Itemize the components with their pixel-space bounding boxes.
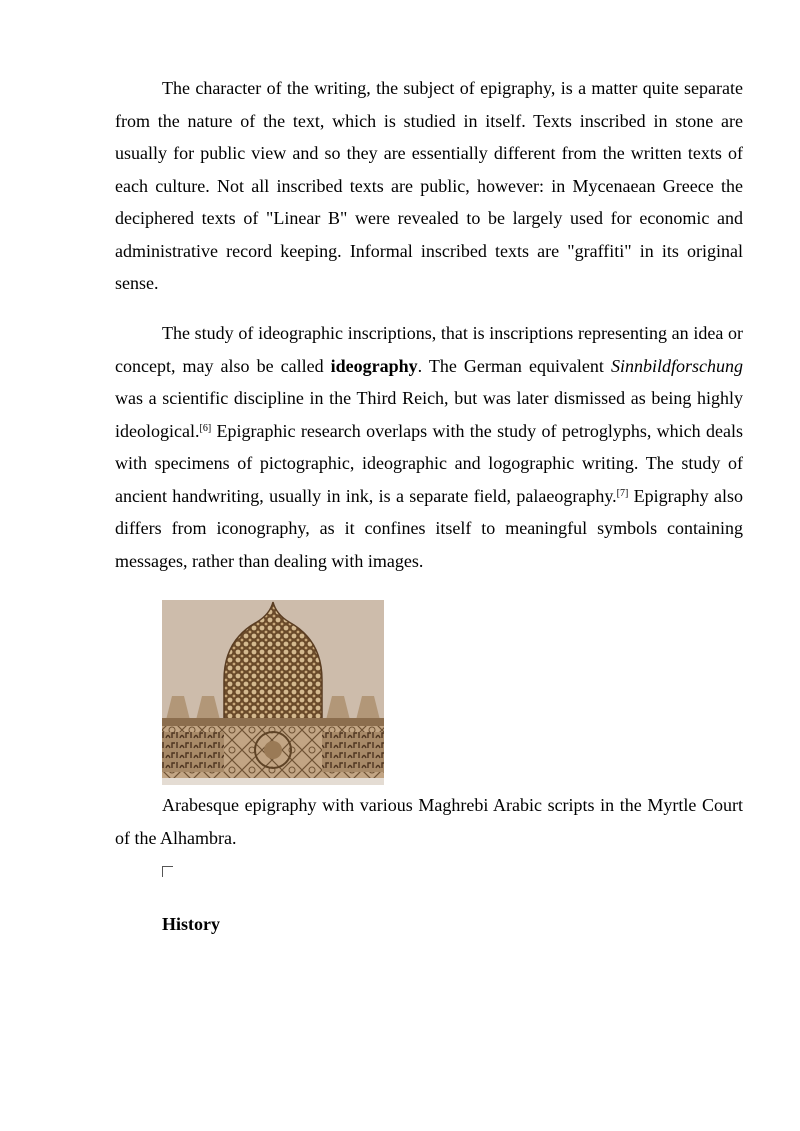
anchor-marker-icon (162, 866, 173, 877)
reference-link-6[interactable]: [6] (199, 422, 212, 434)
alhambra-arabesque-image (162, 600, 384, 785)
paragraph-epigraphy-character (115, 72, 743, 300)
paragraph-text-part: was a scientific discipline in the Third Reich, but was later dismissed as being highly ideological. (115, 388, 743, 441)
figure-caption: Arabesque epigraphy with various Maghrebi Arabic scripts in the Myrtle Court of the Alhambra. (115, 795, 743, 848)
bold-term-ideography: ideography (330, 355, 418, 376)
paragraph-text-part: Epigraphy also differs from iconography, as it confines itself to meaningful symbols containing messages, rather than dealing with images. (115, 485, 743, 571)
italic-term-sinnbildforschung: Sinnbildforschung (610, 355, 743, 376)
paragraph-text-part: The study of ideographic inscriptions, that is inscriptions representing an idea or concept, may also be called (115, 323, 743, 376)
paragraph-text-part: Epigraphic research overlaps with the study of petroglyphs, which deals with specimens of pictographic, ideographic and logographic writing. The study of ancient handwriting, usually in ink, is a separate field, palaeography. (115, 420, 743, 506)
section-heading-history: History (162, 914, 220, 934)
paragraph-text-part: . The German equivalent (417, 355, 611, 376)
paragraph-text: The character of the writing, the subject of epigraphy, is a matter quite separate from the nature of the text, which is studied in itself. Texts inscribed in stone are usually for public view and so they are essentially different from the written texts of each culture. Not all inscribed texts are public, however: in Mycenaean Greece the deciphered texts of "Linear B" were revealed to be largely used for economic and administrative record keeping. Informal inscribed texts are "graffiti" in its original sense. (115, 78, 743, 293)
reference-link-7[interactable]: [7] (616, 487, 629, 499)
paragraph-ideography (115, 317, 743, 577)
